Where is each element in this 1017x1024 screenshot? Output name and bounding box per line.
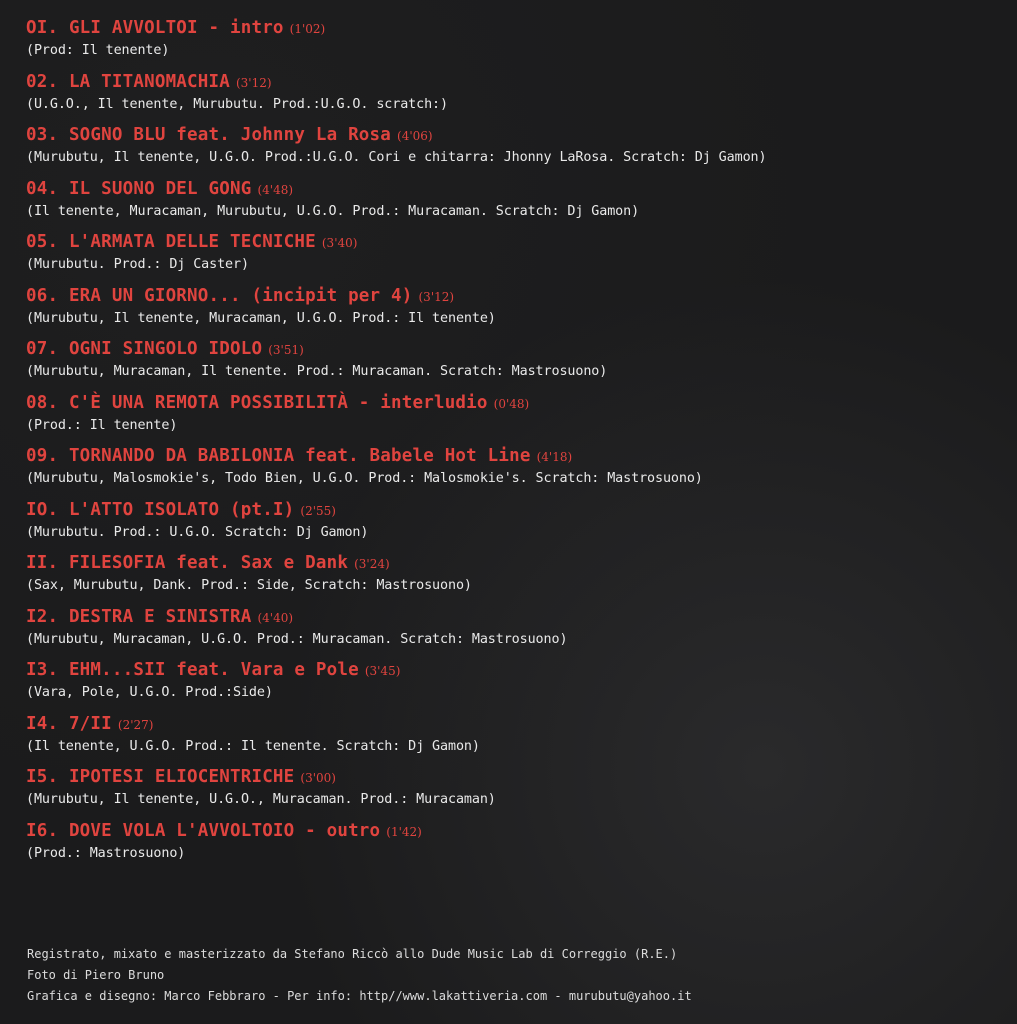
track-duration: (1'42) — [386, 824, 422, 839]
track-title: II. FILESOFIA feat. Sax e Dank — [26, 553, 349, 573]
track-item — [26, 121, 996, 175]
track-item — [26, 175, 996, 229]
track-credits: (Il tenente, Muracaman, Murubutu, U.G.O. Prod.: Muracaman. Scratch: Dj Gamon) — [26, 203, 640, 219]
track-credits: (Murubutu, Muracaman, Il tenente. Prod.: Muracaman. Scratch: Mastrosuono) — [26, 364, 608, 379]
track-item — [26, 763, 996, 817]
track-duration: (3'45) — [364, 664, 401, 678]
track-item — [26, 496, 996, 550]
track-credits: (Murubutu. Prod.: U.G.O. Scratch: Dj Gamon) — [26, 524, 369, 540]
track-title: I5. IPOTESI ELIOCENTRICHE — [26, 767, 295, 787]
track-title: IO. L'ATTO ISOLATO (pt.I) — [26, 499, 295, 520]
track-title: 03. SOGNO BLU feat. Johnny La Rosa — [26, 125, 392, 145]
track-item — [26, 710, 996, 764]
track-title: 05. L'ARMATA DELLE TECNICHE — [26, 232, 316, 252]
track-credits: (Sax, Murubutu, Dank. Prod.: Side, Scratch: Mastrosuono) — [26, 578, 472, 593]
track-title: 02. LA TITANOMACHIA — [26, 71, 230, 92]
graphics-credit: Grafica e disegno: Marco Febbraro - Per info: http//www.lakattiveria.com - murubutu@yahoo.it — [27, 989, 692, 1003]
track-credits: (Murubutu, Muracaman, U.G.O. Prod.: Muracaman. Scratch: Mastrosuono) — [26, 631, 568, 647]
track-credits: (Murubutu, Malosmokie's, Todo Bien, U.G.O. Prod.: Malosmokie's. Scratch: Mastrosuono) — [26, 471, 703, 486]
recording-credit: Registrato, mixato e masterizzato da Stefano Riccò allo Dude Music Lab di Correggio (R.E.) — [27, 947, 678, 961]
track-item — [26, 549, 996, 603]
track-duration: (3'40) — [321, 236, 358, 250]
track-credits: (Murubutu, Il tenente, U.G.O. Prod.:U.G.O. Cori e chitarra: Jhonny LaRosa. Scratch: Dj Gamon) — [26, 150, 767, 165]
track-title: I3. EHM...SII feat. Vara e Pole — [26, 660, 359, 680]
track-title: 04. IL SUONO DEL GONG — [26, 178, 252, 199]
track-title: I6. DOVE VOLA L'AVVOLTOIO - outro — [26, 820, 381, 841]
track-credits: (Prod: Il tenente) — [26, 43, 170, 58]
track-duration: (3'12) — [418, 289, 455, 304]
track-item — [26, 656, 996, 710]
track-title: 08. C'È UNA REMOTA POSSIBILITÀ - interludio — [26, 392, 488, 413]
track-duration: (0'48) — [493, 396, 530, 411]
track-title: 07. OGNI SINGOLO IDOLO — [26, 339, 263, 359]
track-credits: (Prod.: Mastrosuono) — [26, 845, 186, 861]
track-credits: (Murubutu, Il tenente, U.G.O., Muracaman. Prod.: Muracaman) — [26, 792, 496, 807]
track-duration: (4'18) — [536, 450, 573, 464]
track-item — [26, 335, 996, 389]
track-duration: (4'40) — [257, 610, 294, 625]
track-title: I2. DESTRA E SINISTRA — [26, 606, 252, 627]
track-credits: (Murubutu, Il tenente, Muracaman, U.G.O. Prod.: Il tenente) — [26, 310, 496, 326]
track-duration: (3'12) — [235, 75, 272, 90]
track-item — [26, 817, 996, 871]
track-duration: (1'02) — [289, 22, 326, 36]
track-item — [26, 442, 996, 496]
track-item — [26, 68, 996, 122]
track-duration: (4'48) — [257, 182, 294, 197]
track-title: 09. TORNANDO DA BABILONIA feat. Babele Hot Line — [26, 446, 531, 466]
credits-footer — [27, 944, 987, 1007]
track-item — [26, 228, 996, 282]
track-duration: (2'27) — [117, 717, 154, 732]
track-duration: (3'51) — [268, 343, 304, 357]
track-credits: (U.G.O., Il tenente, Murubutu. Prod.:U.G.O. scratch:) — [26, 96, 448, 112]
track-item — [26, 603, 996, 657]
track-credits: (Vara, Pole, U.G.O. Prod.:Side) — [26, 685, 273, 700]
track-credits: (Prod.: Il tenente) — [26, 417, 178, 433]
track-title: OI. GLI AVVOLTOI - intro — [26, 18, 284, 38]
track-duration: (2'55) — [300, 503, 336, 518]
track-credits: (Murubutu. Prod.: Dj Caster) — [26, 257, 249, 272]
track-duration: (3'00) — [300, 771, 336, 785]
track-title: 06. ERA UN GIORNO... (incipit per 4) — [26, 285, 413, 306]
photo-credit: Foto di Piero Bruno — [27, 968, 165, 982]
track-item — [26, 282, 996, 336]
track-title: I4. 7/II — [26, 713, 112, 734]
track-credits: (Il tenente, U.G.O. Prod.: Il tenente. Scratch: Dj Gamon) — [26, 738, 480, 754]
tracklist — [26, 14, 996, 870]
track-item — [26, 389, 996, 443]
track-item — [26, 14, 996, 68]
track-duration: (3'24) — [354, 557, 390, 571]
track-duration: (4'06) — [397, 129, 433, 143]
